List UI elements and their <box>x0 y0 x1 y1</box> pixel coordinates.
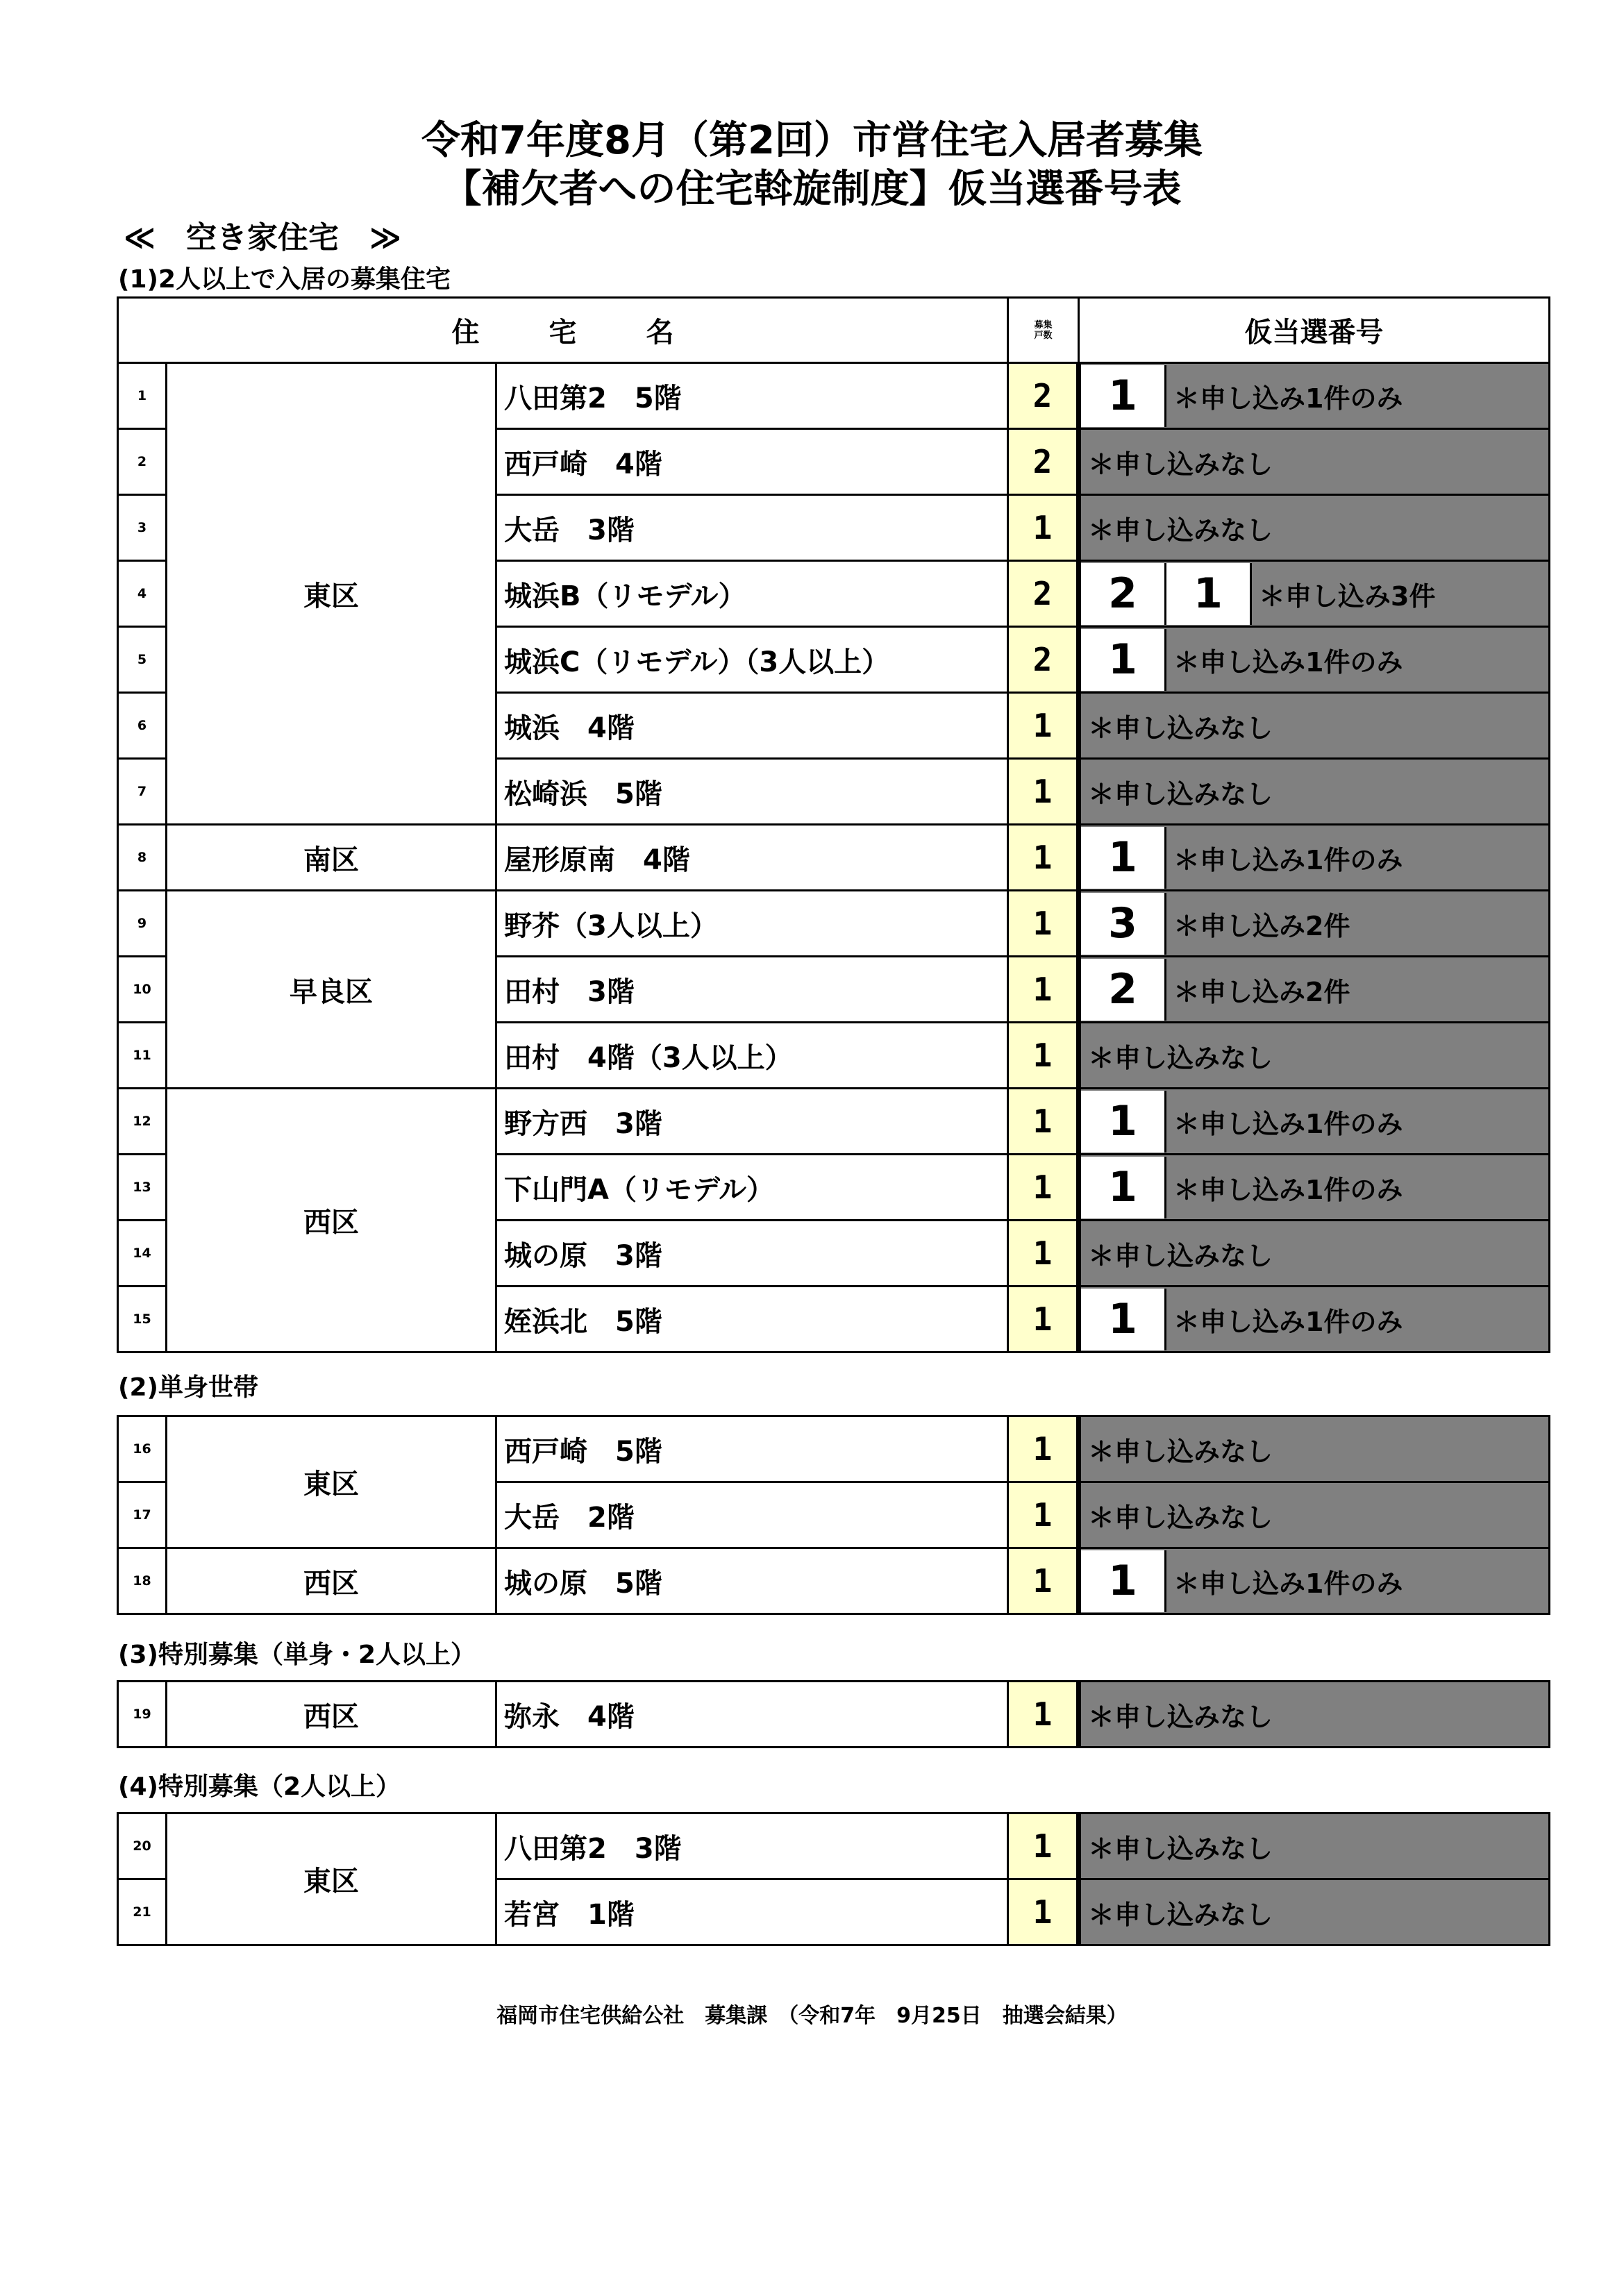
unit-count: 1 <box>1008 1482 1079 1548</box>
result-cell <box>1079 1682 1550 1748</box>
housing-name: 屋形原南 4階 <box>496 825 1008 891</box>
housing-name: 八田第2 5階 <box>496 363 1008 429</box>
table-row <box>118 1416 1550 1482</box>
table-row <box>118 1548 1550 1614</box>
unit-count: 1 <box>1008 1548 1079 1614</box>
row-number: 9 <box>118 891 167 957</box>
unit-count: 1 <box>1008 1155 1079 1221</box>
housing-name: 姪浜北 5階 <box>496 1287 1008 1352</box>
row-number: 3 <box>118 495 167 561</box>
lottery-number: 1 <box>1081 1550 1166 1612</box>
district-cell: 早良区 <box>167 891 496 1089</box>
application-note: ＊申し込み1件のみ <box>1173 383 1403 414</box>
results-table-3 <box>117 1680 1550 1748</box>
application-note: ＊申し込みなし <box>1088 1240 1273 1271</box>
housing-name: 田村 3階 <box>496 957 1008 1023</box>
result-cell <box>1079 1813 1550 1879</box>
housing-name: 八田第2 3階 <box>496 1813 1008 1879</box>
section-title: (3)特別募集（単身・2人以上） <box>118 1641 476 1669</box>
lottery-number: 2 <box>1081 959 1166 1021</box>
header-name: 住宅名 <box>118 298 1008 363</box>
unit-count: 2 <box>1008 429 1079 495</box>
housing-name: 野方西 3階 <box>496 1089 1008 1155</box>
application-note: ＊申し込みなし <box>1088 449 1273 480</box>
application-note: ＊申し込みなし <box>1088 1701 1273 1732</box>
unit-count: 2 <box>1008 627 1079 693</box>
row-number: 11 <box>118 1023 167 1089</box>
unit-count: 1 <box>1008 1682 1079 1748</box>
result-cell <box>1079 1548 1550 1614</box>
unit-count: 1 <box>1008 825 1079 891</box>
unit-count: 1 <box>1008 693 1079 759</box>
row-number: 19 <box>118 1682 167 1748</box>
row-number: 14 <box>118 1221 167 1287</box>
result-cell <box>1079 957 1550 1023</box>
row-number: 4 <box>118 561 167 627</box>
table-row <box>118 1813 1550 1879</box>
row-number: 1 <box>118 363 167 429</box>
header-result: 仮当選番号 <box>1079 298 1550 363</box>
result-cell <box>1079 1287 1550 1352</box>
row-number: 7 <box>118 759 167 825</box>
lottery-number: 1 <box>1081 1289 1166 1350</box>
table-row <box>118 891 1550 957</box>
result-cell <box>1079 1879 1550 1945</box>
results-table-1 <box>117 296 1550 1353</box>
application-note: ＊申し込みなし <box>1088 514 1273 546</box>
housing-name: 城の原 5階 <box>496 1548 1008 1614</box>
application-note: ＊申し込み1件のみ <box>1173 1568 1403 1599</box>
results-table-4 <box>117 1812 1550 1946</box>
application-note: ＊申し込み1件のみ <box>1173 844 1403 875</box>
application-note: ＊申し込みなし <box>1088 1502 1273 1533</box>
result-cell <box>1079 627 1550 693</box>
row-number: 18 <box>118 1548 167 1614</box>
district-cell: 東区 <box>167 1813 496 1945</box>
application-note: ＊申し込み2件 <box>1173 976 1350 1007</box>
result-cell <box>1079 363 1550 429</box>
application-note: ＊申し込み1件のみ <box>1173 1108 1403 1139</box>
result-cell <box>1079 1089 1550 1155</box>
row-number: 8 <box>118 825 167 891</box>
row-number: 15 <box>118 1287 167 1352</box>
unit-count: 1 <box>1008 759 1079 825</box>
application-note: ＊申し込み3件 <box>1259 580 1436 612</box>
application-note: ＊申し込みなし <box>1088 1042 1273 1073</box>
housing-name: 田村 4階（3人以上） <box>496 1023 1008 1089</box>
page-title-line1: 令和7年度8月（第2回）市営住宅入居者募集 <box>421 118 1203 163</box>
table-row <box>118 363 1550 429</box>
application-note: ＊申し込みなし <box>1088 1833 1273 1864</box>
lottery-number: 1 <box>1081 827 1166 889</box>
housing-name: 大岳 2階 <box>496 1482 1008 1548</box>
district-cell: 西区 <box>167 1089 496 1352</box>
row-number: 17 <box>118 1482 167 1548</box>
result-cell <box>1079 495 1550 561</box>
row-number: 10 <box>118 957 167 1023</box>
result-cell <box>1079 1416 1550 1482</box>
header-units: 募集 戸数 <box>1008 298 1079 363</box>
application-note: ＊申し込み2件 <box>1173 910 1350 941</box>
row-number: 20 <box>118 1813 167 1879</box>
unit-count: 1 <box>1008 1023 1079 1089</box>
application-note: ＊申し込みなし <box>1088 1899 1273 1930</box>
result-cell <box>1079 561 1550 627</box>
result-cell <box>1079 1482 1550 1548</box>
unit-count: 1 <box>1008 1416 1079 1482</box>
housing-name: 松崎浜 5階 <box>496 759 1008 825</box>
lottery-number: 1 <box>1081 1157 1166 1218</box>
category-label: ≪ 空き家住宅 ≫ <box>124 220 402 255</box>
section-title: (4)特別募集（2人以上） <box>118 1773 401 1801</box>
row-number: 21 <box>118 1879 167 1945</box>
section-title: (1)2人以上で入居の募集住宅 <box>118 265 451 294</box>
lottery-number: 1 <box>1081 1091 1166 1153</box>
row-number: 2 <box>118 429 167 495</box>
unit-count: 1 <box>1008 957 1079 1023</box>
application-note: ＊申し込みなし <box>1088 1436 1273 1467</box>
unit-count: 1 <box>1008 1879 1079 1945</box>
row-number: 5 <box>118 627 167 693</box>
result-cell <box>1079 891 1550 957</box>
result-cell <box>1079 1221 1550 1287</box>
row-number: 13 <box>118 1155 167 1221</box>
housing-name: 大岳 3階 <box>496 495 1008 561</box>
district-cell: 南区 <box>167 825 496 891</box>
housing-name: 城浜B（リモデル） <box>496 561 1008 627</box>
district-cell: 東区 <box>167 1416 496 1548</box>
housing-name: 城の原 3階 <box>496 1221 1008 1287</box>
lottery-number: 2 <box>1081 563 1166 625</box>
housing-name: 弥永 4階 <box>496 1682 1008 1748</box>
application-note: ＊申し込み1件のみ <box>1173 1174 1403 1205</box>
unit-count: 1 <box>1008 891 1079 957</box>
result-cell <box>1079 693 1550 759</box>
table-row <box>118 825 1550 891</box>
row-number: 12 <box>118 1089 167 1155</box>
result-cell <box>1079 759 1550 825</box>
housing-name: 下山門A（リモデル） <box>496 1155 1008 1221</box>
lottery-number: 3 <box>1081 893 1166 955</box>
section-title: (2)単身世帯 <box>118 1373 258 1402</box>
page-title-line2: 【補欠者への住宅斡旋制度】仮当選番号表 <box>442 167 1182 212</box>
unit-count: 2 <box>1008 561 1079 627</box>
application-note: ＊申し込みなし <box>1088 712 1273 744</box>
housing-name: 城浜 4階 <box>496 693 1008 759</box>
district-cell: 東区 <box>167 363 496 825</box>
result-cell <box>1079 429 1550 495</box>
unit-count: 2 <box>1008 363 1079 429</box>
table-row <box>118 1089 1550 1155</box>
application-note: ＊申し込み1件のみ <box>1173 1306 1403 1337</box>
unit-count: 1 <box>1008 1221 1079 1287</box>
row-number: 16 <box>118 1416 167 1482</box>
housing-name: 城浜C（リモデル）（3人以上） <box>496 627 1008 693</box>
application-note: ＊申し込み1件のみ <box>1173 646 1403 678</box>
lottery-number: 1 <box>1081 365 1166 427</box>
lottery-number: 1 <box>1166 563 1252 625</box>
housing-name: 西戸崎 4階 <box>496 429 1008 495</box>
housing-name: 若宮 1階 <box>496 1879 1008 1945</box>
results-table-2 <box>117 1415 1550 1615</box>
row-number: 6 <box>118 693 167 759</box>
footer-note: 福岡市住宅供給公社 募集課 （令和7年 9月25日 抽選会結果） <box>496 2004 1128 2028</box>
district-cell: 西区 <box>167 1548 496 1614</box>
unit-count: 1 <box>1008 1813 1079 1879</box>
table-row <box>118 1682 1550 1748</box>
lottery-number: 1 <box>1081 629 1166 691</box>
result-cell <box>1079 825 1550 891</box>
application-note: ＊申し込みなし <box>1088 778 1273 810</box>
result-cell <box>1079 1155 1550 1221</box>
unit-count: 1 <box>1008 1287 1079 1352</box>
unit-count: 1 <box>1008 495 1079 561</box>
housing-name: 野芥（3人以上） <box>496 891 1008 957</box>
result-cell <box>1079 1023 1550 1089</box>
district-cell: 西区 <box>167 1682 496 1748</box>
unit-count: 1 <box>1008 1089 1079 1155</box>
housing-name: 西戸崎 5階 <box>496 1416 1008 1482</box>
